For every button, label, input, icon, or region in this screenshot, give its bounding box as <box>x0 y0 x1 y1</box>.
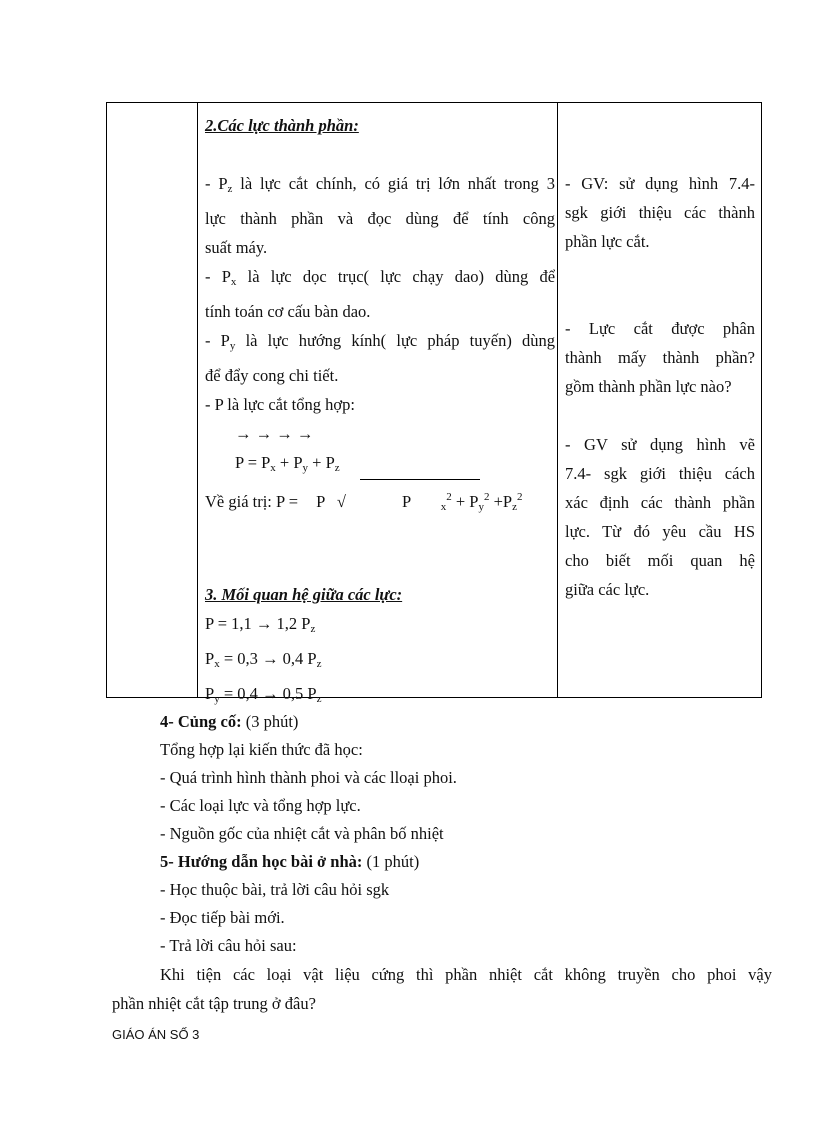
question-line-1: - Lực cắt được phân <box>565 319 755 338</box>
lesson-table <box>106 102 762 705</box>
homework-question <box>160 960 772 989</box>
question-line-3: gồm thành phần lực nào? <box>565 377 732 396</box>
vector-arrows: → → → → <box>235 424 314 443</box>
gv2-line-3: xác định các thành phần <box>565 493 755 512</box>
question-line-2: thành mấy thành phần? <box>565 348 755 367</box>
homework-question-cont <box>112 989 316 1018</box>
gv1-line-2: sgk giới thiệu các thành <box>565 203 755 222</box>
section-5-title: 5- Hướng dẫn học bài ở nhà: (1 phút) <box>160 852 420 871</box>
section-4-title: 4- Củng cố: (3 phút) <box>160 712 299 731</box>
question-line-2: phần nhiệt cắt tập trung ở đâu? <box>112 994 316 1013</box>
py-line-1: - $P_y$ là lực hướng kính( lực pháp tuyến) dùng <box>205 331 556 352</box>
gv2-line-2: 7.4- sgk giới thiệu cách <box>565 464 755 483</box>
pz-line-2: lực thành phần và đọc dùng để tính công <box>205 209 555 228</box>
gv2-line-5: cho biết mối quan hệ <box>565 551 755 570</box>
relation-1: P = 1,1 → 1,2 $P_z$ <box>205 614 316 635</box>
column-divider-2 <box>557 103 558 697</box>
value-formula: Về giá trị: P = P √ P $_x^2 + P_y^2 +P_z^2$ <box>205 483 555 522</box>
section-4-item: - Nguồn gốc của nhiệt cắt và phân bố nhiệt <box>160 824 444 843</box>
section-5-item: - Đọc tiếp bài mới. <box>160 908 285 927</box>
section-2-heading: 2.Các lực thành phần: <box>205 116 359 135</box>
gv2-line-1: - GV sử dụng hình vẽ <box>565 435 755 454</box>
section-3-heading: 3. Mối quan hệ giữa các lực: <box>205 585 403 604</box>
page-footer: GIÁO ÁN SỐ 3 <box>112 1027 200 1042</box>
section-4-item: - Quá trình hình thành phoi và các lloại phoi. <box>160 768 457 787</box>
section-5-item: - Trả lời câu hỏi sau: <box>160 936 297 955</box>
section-4-intro: Tổng hợp lại kiến thức đã học: <box>160 740 363 759</box>
right-column <box>565 169 755 604</box>
py-line-2: để đẩy cong chi tiết. <box>205 366 339 385</box>
question-line-1: Khi tiện các loại vật liệu cứng thì phần nhiệt cắt không truyền cho phoi vậy <box>160 965 772 984</box>
relation-3: $P_y = 0,4 \to 0,5$ $P_z$ <box>205 684 322 705</box>
px-line-1: - $P_x$ là lực dọc trục( lực chạy dao) dùng để <box>205 267 556 288</box>
gv1-line-3: phần lực cắt. <box>565 232 650 251</box>
relation-2: $P_x = 0,3 \to 0,4$ $P_z$ <box>205 649 322 670</box>
p-total-line: - P là lực cắt tổng hợp: <box>205 395 355 414</box>
gv1-line-1: - GV: sử dụng hình 7.4- <box>565 174 755 193</box>
gv2-line-6: giữa các lực. <box>565 580 650 599</box>
section-5 <box>160 848 419 960</box>
pz-line-3: suất máy. <box>205 238 268 257</box>
section-5-item: - Học thuộc bài, trả lời câu hỏi sgk <box>160 880 390 899</box>
pz-line-1: - $P_z$ là lực cắt chính, có giá trị lớn nhất trong 3 <box>205 174 555 195</box>
gv2-line-4: lực. Từ đó yêu cầu HS <box>565 522 755 541</box>
section-4 <box>160 708 457 848</box>
px-line-2: tính toán cơ cấu bàn dao. <box>205 302 371 321</box>
middle-column <box>205 111 555 714</box>
section-4-item: - Các loại lực và tổng hợp lực. <box>160 796 361 815</box>
column-divider-1 <box>197 103 198 697</box>
vector-formula: $P = P_x + P_y + P_z$ <box>235 453 340 474</box>
